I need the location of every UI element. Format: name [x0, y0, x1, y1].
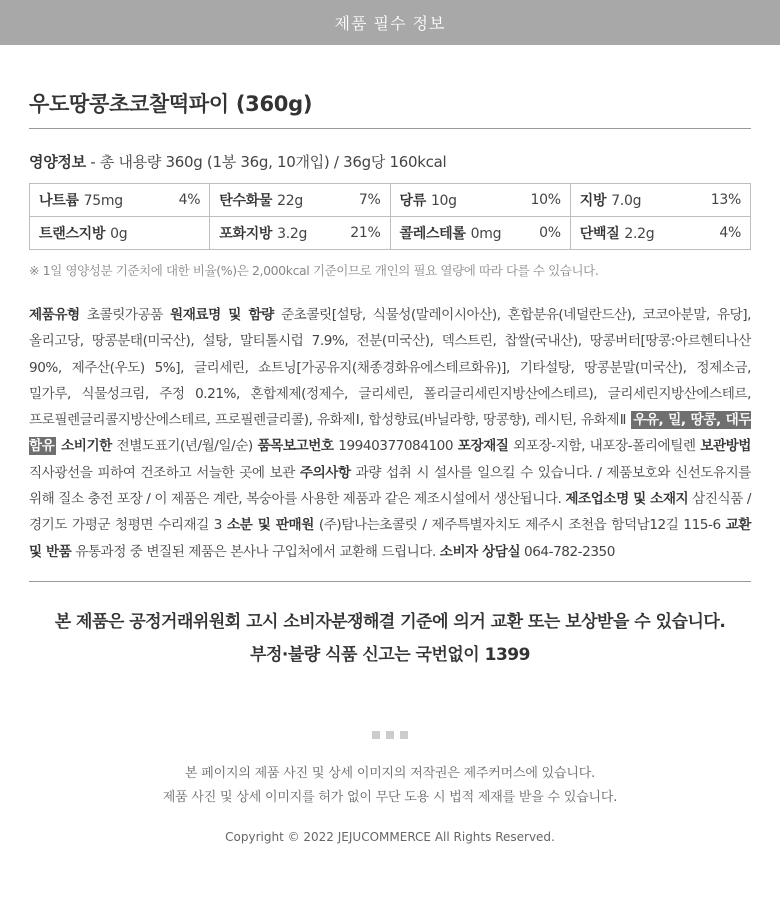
- nutrient-percent: 0%: [539, 225, 561, 241]
- nutrition-label: 영양정보: [29, 153, 86, 171]
- type-value: 초콜릿가공품: [79, 307, 171, 323]
- nutrient-name: 당류: [399, 193, 426, 209]
- storage-value: 직사광선을 피하여 건조하고 서늘한 곳에 보관: [29, 464, 300, 481]
- nutrient-percent: 21%: [350, 225, 381, 241]
- nutrition-heading: [29, 151, 751, 172]
- ingredients-label: 원재료명 및 함량: [170, 307, 274, 323]
- nutrient-amount: 75mg: [83, 193, 123, 209]
- nutrition-cell: [30, 184, 210, 217]
- nutrient-amount: 0mg: [470, 226, 502, 242]
- product-details: [29, 302, 751, 565]
- nutrient-amount: 2.2g: [624, 226, 655, 242]
- manufacturer-label: 제조업소명 및 소재지: [565, 491, 689, 508]
- caution-value: 과량 섭취 시 설사를 일으킬 수 있습니다. / 제품보호와 신선도유지를 위해 질소 충전 포장 / 이 제품은 계란, 복숭아를 사용한 제품과 같은 제조시설에서 생산됩니다.: [29, 464, 751, 508]
- allergen-badge: 우유, 밀, 땅콩, 대두 함유: [29, 412, 752, 455]
- nutrition-cell: [390, 217, 570, 250]
- nutrient-amount: 22g: [277, 193, 303, 209]
- nutrient-name: 트랜스지방: [39, 226, 106, 242]
- nutrition-cell: [390, 184, 570, 217]
- notice-line-1: 본 제품은 공정거래위원회 고시 소비자분쟁해결 기준에 의거 교환 또는 보상받을 수 있습니다.: [54, 611, 726, 632]
- nutrition-cell: [570, 184, 750, 217]
- nutrient-percent: 7%: [358, 192, 381, 208]
- manufacturer-value: 삼진식품 / 경기도 가평군 청평면 수리재길 3: [29, 491, 751, 534]
- nutrient-percent: 4%: [178, 192, 201, 208]
- report-number-label: 품목보고번호: [257, 438, 334, 455]
- nutrition-row: [30, 184, 751, 217]
- exchange-label: 교환 및 반품: [29, 517, 751, 560]
- nutrition-table: [29, 183, 751, 250]
- packaging-label: 포장재질: [457, 438, 509, 455]
- expiry-label: 소비기한: [61, 438, 112, 455]
- nutrient-name: 포화지방: [219, 226, 273, 242]
- dot: [372, 731, 380, 739]
- copyright-line-2: 제품 사진 및 상세 이미지를 허가 없이 무단 도용 시 법적 제재를 받을 수 있습니다.: [162, 789, 618, 805]
- copyright-text: Copyright © 2022 JEJUCOMMERCE All Rights Reserved.: [225, 829, 555, 844]
- nutrient-amount: 7.0g: [611, 193, 642, 209]
- nutrient-name: 콜레스테롤: [399, 226, 466, 242]
- nutrient-amount: 10g: [430, 193, 457, 209]
- section-divider: [29, 581, 751, 582]
- report-number-value: 19940377084100: [333, 438, 458, 455]
- nutrient-percent: 10%: [530, 192, 561, 208]
- nutrient-amount: 3.2g: [277, 226, 308, 242]
- nutrition-summary: - 총 내용량 360g (1봉 36g, 10개입) / 36g당 160kcal: [85, 153, 447, 171]
- nutrient-name: 단백질: [579, 226, 620, 242]
- copyright-line-1: 본 페이지의 제품 사진 및 상세 이미지의 저작권은 제주커머스에 있습니다.: [184, 765, 596, 781]
- nutrition-note: ※ 1일 영양성분 기준치에 대한 비율(%)은 2,000kcal 기준이므로 개인의 필요 열량에 따라 다를 수 있습니다.: [29, 263, 599, 278]
- nutrient-name: 탄수화물: [219, 193, 273, 209]
- header-bar: [0, 0, 780, 45]
- dot: [400, 731, 408, 739]
- seller-value: (주)탐나는초콜릿 / 제주특별자치도 제주시 조천읍 함덕남12길 115-6: [313, 517, 726, 534]
- nutrient-name: 지방: [579, 193, 607, 209]
- expiry-value: 전별도표기(년/월/일/순): [111, 438, 258, 455]
- nutrient-percent: 13%: [710, 192, 741, 208]
- caution-label: 주의사항: [299, 464, 351, 481]
- packaging-value: 외포장-지함, 내포장-폴리에틸렌: [508, 438, 701, 455]
- nutrition-cell: [570, 217, 750, 250]
- nutrition-cell: [210, 217, 390, 250]
- nutrient-amount: 0g: [110, 226, 128, 242]
- dot: [386, 731, 394, 739]
- contact-value: 064-782-2350: [520, 543, 615, 560]
- type-label: 제품유형: [29, 307, 80, 323]
- header-title: 제품 필수 정보: [334, 14, 446, 33]
- nutrition-row: [30, 217, 751, 250]
- seller-label: 소분 및 판매원: [227, 517, 314, 534]
- storage-label: 보관방법: [700, 438, 751, 455]
- copyright-notice: [29, 762, 751, 810]
- product-info-section: [29, 45, 751, 844]
- ingredients-value: 준초콜릿[설탕, 식물성(말레이시아산), 혼합분유(네덜란드산), 코코아분말, 유당], 올리고당, 땅콩분태(미국산), 설탕, 말티톨시럽 7.9%, 전분(미국산), 덱스트린, 찹쌀(국내산), 땅콩버터[땅콩:아르헨티나산 90%, 제주산(우도) 5%], 글리세린, 쇼트닝[가공유지(채종경화유에스테르화유)], 기타설탕, 땅콩분말(미국산), 정제소금, 밀가루, 식물성크림, 주정 0.21%, 혼합제제(정제수, 글리세린, 폴리글리세린지방산에스테르), 글리세린지방산에스테르, 프로필렌글리콜지방산에스테르, 프로필렌글리콜), 유화제Ⅰ, 합성향료(바닐라향, 땅콩향), 레시틴, 유화제Ⅱ: [29, 307, 751, 429]
- exchange-value: 유통과정 중 변질된 제품은 본사나 구입처에서 교환해 드립니다.: [71, 543, 440, 560]
- nutrient-name: 나트륨: [39, 193, 79, 209]
- separator-dots: [29, 724, 751, 732]
- nutrient-percent: 4%: [719, 225, 741, 241]
- nutrition-cell: [210, 184, 390, 217]
- notice-line-2: 부정·불량 식품 신고는 국번없이 1399: [250, 644, 530, 665]
- consumer-notice: [29, 606, 751, 672]
- nutrition-cell: [30, 217, 210, 250]
- contact-label: 소비자 상담실: [439, 543, 521, 560]
- product-title: 우도땅콩초코찰떡파이 (360g): [29, 88, 751, 129]
